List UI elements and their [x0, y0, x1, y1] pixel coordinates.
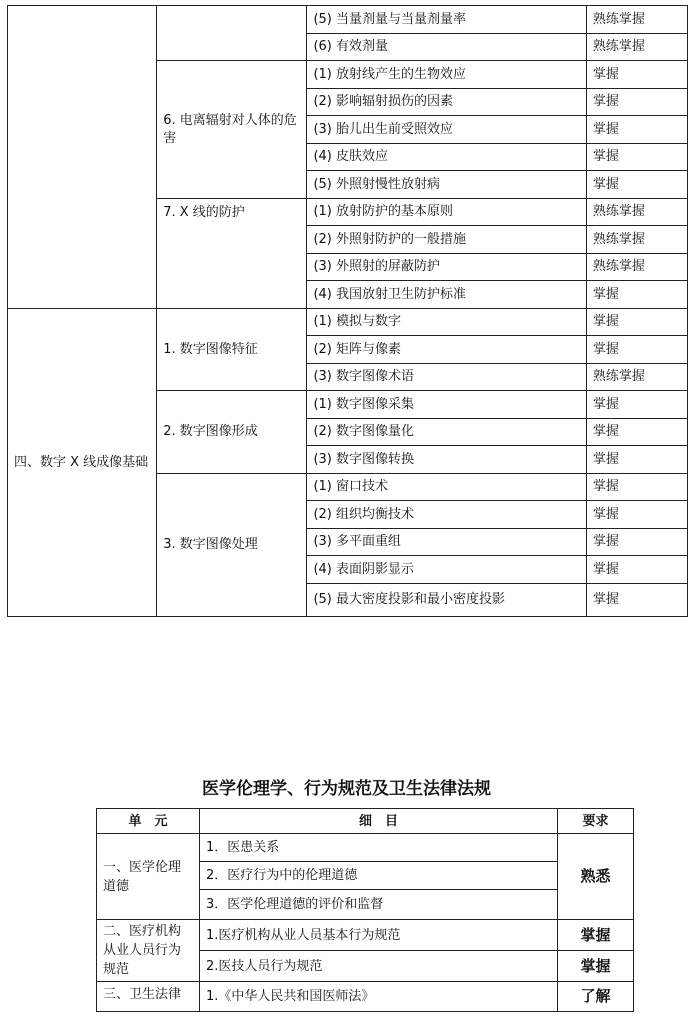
- detail-cell: (5) 最大密度投影和最小密度投影: [307, 584, 586, 617]
- section-title: 医学伦理学、行为规范及卫生法律法规: [202, 779, 491, 799]
- syllabus-table-top: [7, 5, 688, 617]
- detail-cell: (3) 胎儿出生前受照效应: [307, 116, 586, 144]
- requirement-cell: 掌握: [586, 419, 687, 446]
- detail-cell: (3) 外照射的屏蔽防护: [307, 254, 586, 281]
- detail-cell: (2) 外照射防护的一般措施: [307, 226, 586, 254]
- requirement-cell: 熟练掌握: [586, 34, 687, 61]
- requirement-cell: 掌握: [586, 116, 687, 144]
- topic-cell: 7. X 线的防护: [157, 199, 307, 309]
- requirement-cell: 熟练掌握: [586, 254, 687, 281]
- unit-cell: [8, 6, 157, 309]
- detail-cell: 1.《中华人民共和国医师法》: [200, 982, 558, 1012]
- detail-cell: 2．医疗行为中的伦理道德: [200, 862, 558, 890]
- requirement-cell: 掌握: [586, 529, 687, 556]
- topic-cell: [157, 6, 307, 61]
- requirement-cell: 掌握: [586, 144, 687, 171]
- requirement-cell: 掌握: [586, 336, 687, 364]
- topic-cell: 1. 数字图像特征: [157, 309, 307, 391]
- unit-cell: 四、数字 X 线成像基础: [8, 309, 157, 617]
- detail-cell: (2) 矩阵与像素: [307, 336, 586, 364]
- requirement-cell: 掌握: [586, 171, 687, 199]
- requirement-cell: 掌握: [586, 556, 687, 584]
- ethics-table: [96, 808, 634, 1012]
- header-row: [97, 809, 634, 834]
- header-unit: 单 元: [97, 809, 200, 834]
- detail-cell: (3) 数字图像转换: [307, 446, 586, 474]
- table-row: [8, 6, 688, 34]
- detail-cell: 2.医技人员行为规范: [200, 951, 558, 982]
- detail-cell: (4) 我国放射卫生防护标准: [307, 281, 586, 309]
- requirement-cell: 掌握: [558, 920, 634, 951]
- detail-cell: 3．医学伦理道德的评价和监督: [200, 890, 558, 920]
- detail-cell: (6) 有效剂量: [307, 34, 586, 61]
- unit-cell: 一、医学伦理道德: [97, 834, 200, 920]
- detail-cell: (1) 放射线产生的生物效应: [307, 61, 586, 89]
- requirement-cell: 熟练掌握: [586, 6, 687, 34]
- detail-cell: (3) 数字图像术语: [307, 364, 586, 391]
- requirement-cell: 掌握: [586, 281, 687, 309]
- detail-cell: 1．医患关系: [200, 834, 558, 862]
- requirement-cell: 掌握: [586, 474, 687, 501]
- requirement-cell: 掌握: [586, 309, 687, 336]
- topic-cell: 3. 数字图像处理: [157, 474, 307, 617]
- requirement-cell: 掌握: [586, 501, 687, 529]
- requirement-cell: 掌握: [558, 951, 634, 982]
- requirement-cell: 了解: [558, 982, 634, 1012]
- detail-cell: (1) 模拟与数字: [307, 309, 586, 336]
- detail-cell: (5) 外照射慢性放射病: [307, 171, 586, 199]
- table-row: [97, 834, 634, 862]
- requirement-cell: 掌握: [586, 446, 687, 474]
- detail-cell: (4) 皮肤效应: [307, 144, 586, 171]
- requirement-cell: 掌握: [586, 61, 687, 89]
- requirement-cell: 熟练掌握: [586, 199, 687, 226]
- detail-cell: (1) 数字图像采集: [307, 391, 586, 419]
- requirement-cell: 掌握: [586, 89, 687, 116]
- detail-cell: (2) 组织均衡技术: [307, 501, 586, 529]
- detail-cell: (2) 影响辐射损伤的因素: [307, 89, 586, 116]
- detail-cell: (1) 放射防护的基本原则: [307, 199, 586, 226]
- requirement-cell: 熟练掌握: [586, 364, 687, 391]
- detail-cell: (5) 当量剂量与当量剂量率: [307, 6, 586, 34]
- detail-cell: (3) 多平面重组: [307, 529, 586, 556]
- detail-cell: (1) 窗口技术: [307, 474, 586, 501]
- header-requirement: 要求: [558, 809, 634, 834]
- detail-cell: (2) 数字图像量化: [307, 419, 586, 446]
- topic-cell: 6. 电离辐射对人体的危害: [157, 61, 307, 199]
- unit-cell: 三、卫生法律: [97, 982, 200, 1012]
- unit-cell: 二、医疗机构从业人员行为规范: [97, 920, 200, 982]
- requirement-cell: 掌握: [586, 584, 687, 617]
- table-row: [97, 920, 634, 951]
- requirement-cell: 掌握: [586, 391, 687, 419]
- topic-cell: 2. 数字图像形成: [157, 391, 307, 474]
- table-row: [8, 309, 688, 336]
- detail-cell: (4) 表面阴影显示: [307, 556, 586, 584]
- table-row: [97, 982, 634, 1012]
- detail-cell: 1.医疗机构从业人员基本行为规范: [200, 920, 558, 951]
- header-detail: 细 目: [200, 809, 558, 834]
- requirement-cell: 熟悉: [558, 834, 634, 920]
- requirement-cell: 熟练掌握: [586, 226, 687, 254]
